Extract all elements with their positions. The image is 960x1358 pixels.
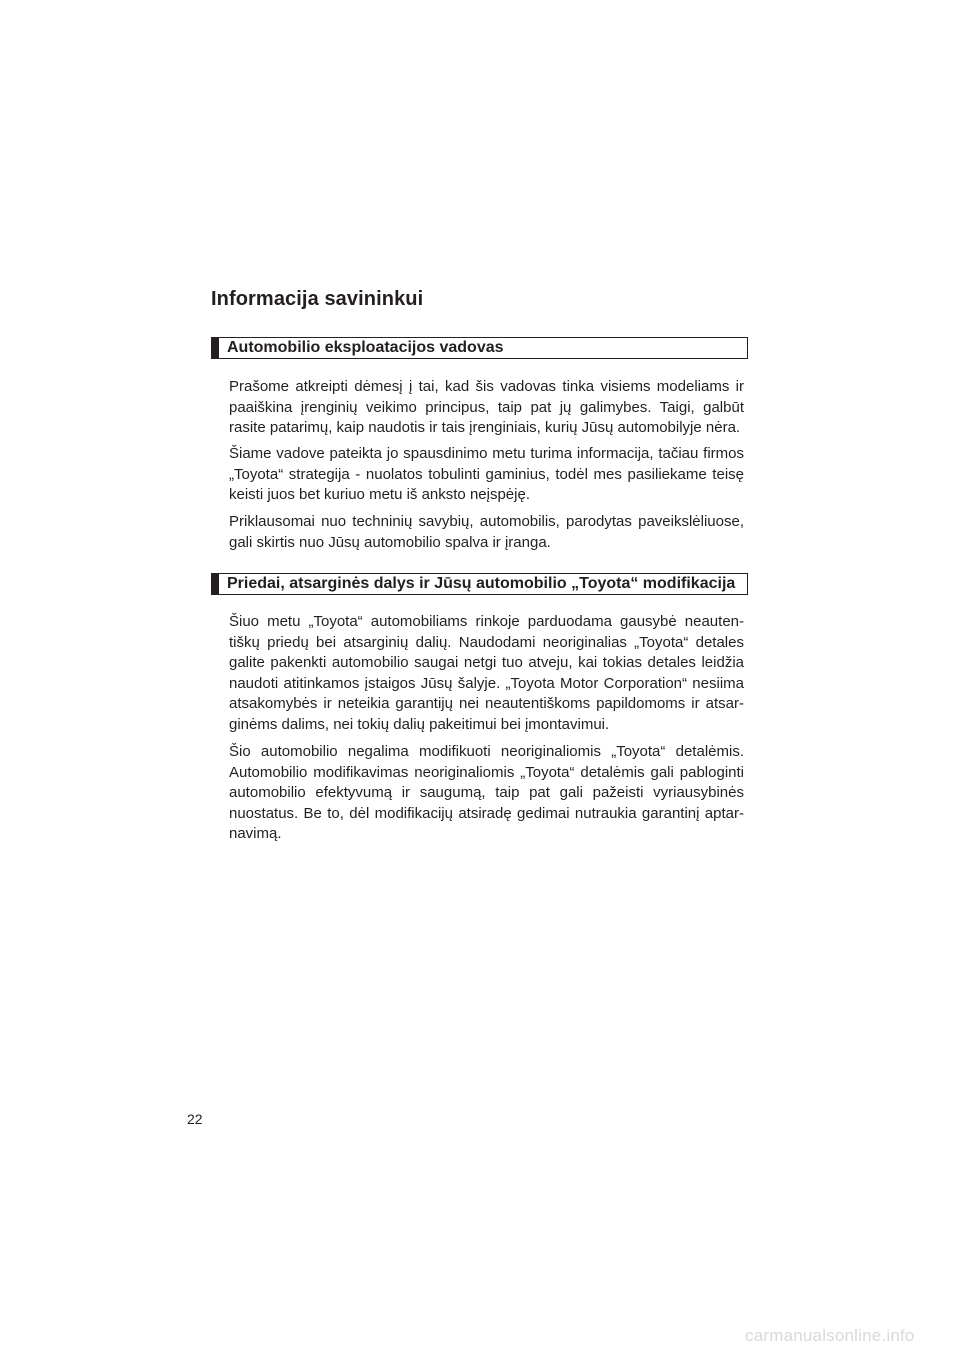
watermark: carmanualsonline.info xyxy=(745,1326,915,1345)
section-header-accessories xyxy=(211,573,748,595)
paragraph: Prašome atkreipti dėmesį į tai, kad šis vadovas tinka visiems modeliams ir paaiškina įrenginių veikimo principus, taip pat jų galimybes. Taigi, galbūt rasite patarimų, kaip naudotis ir tais įrenginiais, kurių Jūsų automobilyje nėra. xyxy=(229,378,744,437)
section-header-owners-manual xyxy=(211,337,748,359)
paragraph: Šiuo metu „Toyota“ automobiliams rinkoje parduodama gausybė neauten-tiškų priedų bei atsarginių dalių. Naudodami neoriginalias „Toyota“ detales galite pakenkti automobilio saugai netgi tuo atveju, kai tokias detales leidžia naudoti atitinkamos įstaigos Jūsų šalyje. „Toyota Motor Corporation“ nesiima atsakomybės ir neteikia garantijų nei neautentiškoms papildomoms ir atsar-ginėms dalims, nei tokių dalių pakeitimui bei įmontavimui. xyxy=(229,613,744,733)
section-marker-bar xyxy=(212,338,219,358)
page-title: Informacija savininkui xyxy=(211,288,424,310)
section-marker-bar xyxy=(212,574,219,594)
section-heading: Priedai, atsarginės dalys ir Jūsų automobilio „Toyota“ modifikacija xyxy=(227,575,736,592)
section-heading: Automobilio eksploatacijos vadovas xyxy=(227,339,504,356)
paragraph: Priklausomai nuo techninių savybių, automobilis, parodytas paveikslėliuose, gali skirtis nuo Jūsų automobilio spalva ir įranga. xyxy=(229,513,744,551)
page-number: 22 xyxy=(187,1111,203,1127)
paragraph: Šiame vadove pateikta jo spausdinimo metu turima informacija, tačiau firmos „Toyota“ strategija - nuolatos tobulinti gaminius, todėl mes pasiliekame teisę keisti juos bet kuriuo metu iš anksto neįspėję. xyxy=(229,445,744,504)
paragraph: Šio automobilio negalima modifikuoti neoriginaliomis „Toyota“ detalėmis. Automobilio modifikavimas neoriginaliomis „Toyota“ detalėmis gali pabloginti automobilio efektyvumą ir saugumą, taip pat gali pažeisti vyriausybinės nuostatus. Be to, dėl modifikacijų atsiradę gedimai nutraukia garantinį aptar-navimą. xyxy=(229,743,744,843)
